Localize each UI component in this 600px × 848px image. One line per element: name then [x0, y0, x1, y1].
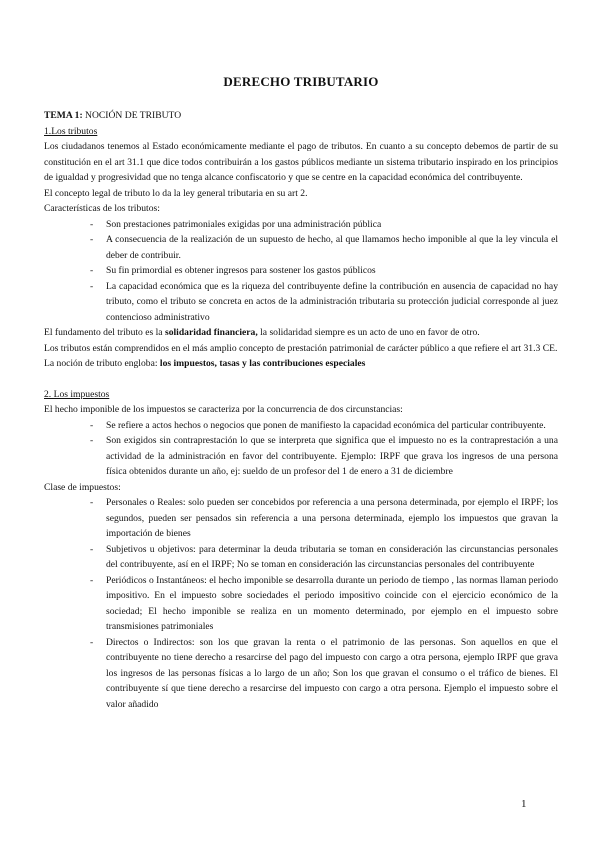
paragraph: El hecho imponible de los impuestos se caracteriza por la concurrencia de dos circunstancias:: [44, 404, 403, 415]
bullet-dash: -: [90, 435, 94, 446]
list-item-text: Personales o Reales: solo pueden ser concebidos por referencia a una persona determinada, por ejemplo el IRPF; los segundos, pueden ser pensados sin referencia a una persona determinada, ejemplo los impuestos que gravan la importación de bienes: [106, 497, 558, 539]
paragraph: El concepto legal de tributo lo da la ley general tributaria en su art 2.: [44, 187, 308, 199]
tema-label: TEMA 1:: [44, 110, 83, 121]
list-item-text: Se refiere a actos hechos o negocios que ponen de manifiesto la capacidad económica del particular contribuyente.: [106, 419, 546, 431]
list-item: [44, 232, 558, 263]
list-item: [44, 573, 558, 635]
paragraph: [44, 356, 558, 372]
paragraph: Los ciudadanos tenemos al Estado económicamente mediante el pago de tributos. En cuanto a su concepto debemos de partir de su constitución en el art 31.1 que dice todos contribuirán a los gastos públicos mediante un sistema tributario inspirado en los principios de igualdad y progresividad que no tenga alcance confiscatorio y que se centre en la capacidad económica del contribuyente.: [44, 141, 558, 183]
bullet-list: [44, 495, 558, 712]
bold-text: solidaridad financiera,: [164, 327, 258, 338]
list-item-text: La capacidad económica que es la riqueza del contribuyente define la contribución en ausencia de capacidad no hay tributo, como el tributo se concreta en actos de la administración tributaria su protección judicial corresponde al juez contencioso administrativo: [106, 280, 558, 323]
paragraph: Los tributos están comprendidos en el más amplio concepto de prestación patrimonial de carácter público a que refiere el art 31.3 CE.: [44, 342, 558, 354]
list-item: [44, 263, 558, 279]
bullet-dash: -: [90, 280, 94, 292]
document-body: [44, 108, 558, 712]
paragraph: Características de los tributos:: [44, 203, 160, 214]
list-item: [44, 635, 558, 713]
list-item: [44, 495, 558, 542]
bullet-dash: -: [90, 636, 94, 648]
text-run: La noción de tributo engloba:: [44, 358, 160, 369]
list-item: [44, 217, 558, 233]
text-run: El fundamento del tributo es la: [44, 327, 165, 338]
list-item-text: Su fin primordial es obtener ingresos para sostener los gastos públicos: [106, 265, 376, 276]
list-item-text: A consecuencia de la realización de un supuesto de hecho, al que llamamos hecho imponible al que la ley vincula el deber de contribuir.: [106, 234, 558, 261]
bullet-dash: -: [90, 419, 94, 431]
bullet-dash: -: [90, 497, 94, 508]
bullet-dash: -: [90, 574, 94, 586]
page-number: 1: [521, 798, 527, 810]
bullet-list: [44, 418, 558, 480]
text-run: la solidaridad siempre es un acto de uno en favor de otro.: [257, 327, 480, 338]
bullet-dash: -: [90, 234, 94, 245]
bold-text: los impuestos, tasas y las contribuciones especiales: [159, 358, 366, 369]
bullet-list: [44, 217, 558, 326]
bullet-dash: -: [90, 265, 94, 276]
list-item: [44, 542, 558, 573]
list-item-text: Periódicos o Instantáneos: el hecho imponible se desarrolla durante un periodo de tiempo , las normas llaman periodo impositivo. En el impuesto sobre sociedades el periodo impositivo coincide con el ejercicio económico de la sociedad; El hecho imponible se realiza en un momento determinado, por ejemplo en el impuesto sobre transmisiones patrimoniales: [106, 574, 558, 632]
paragraph: [44, 325, 558, 341]
tema-title: NOCIÓN DE TRIBUTO: [82, 110, 182, 121]
spacer: [44, 372, 558, 387]
section-1-title: 1.Los tributos: [44, 125, 98, 137]
bullet-dash: -: [90, 543, 94, 555]
document-title: DERECHO TRIBUTARIO: [223, 74, 379, 89]
list-item-text: Son prestaciones patrimoniales exigidas por una administración pública: [106, 218, 382, 230]
list-item: [44, 279, 558, 326]
tema-heading: [44, 108, 558, 124]
bullet-dash: -: [90, 218, 94, 230]
paragraph: Clase de impuestos:: [44, 481, 121, 493]
list-item-text: Directos o Indirectos: son los que gravan la renta o el patrimonio de las personas. Son aquellos en que el contribuyente no tiene derecho a resarcirse del pago del impuesto con cargo a otra persona, ejemplo IRPF que grava los ingresos de las personas físicas a lo largo de un año; Son los que gravan el consumo o el tráfico de bienes. El contribuyente sí que tiene derecho a resarcirse del impuesto con cargo a otra persona. Ejemplo el impuesto sobre el valor añadido: [106, 636, 558, 710]
section-2-title: 2. Los impuestos: [44, 388, 110, 400]
list-item-text: Subjetivos u objetivos: para determinar la deuda tributaria se toman en consideración las circunstancias personales del contribuyente, así en el IRPF; No se toman en consideración las circunstancias personales del contribuyente: [106, 543, 558, 570]
list-item: [44, 433, 558, 480]
list-item-text: Son exigidos sin contraprestación lo que se interpreta que significa que el impuesto no es la contraprestación a una actividad de la administración en favor del contribuyente. Ejemplo: IRPF que grava los ingresos de una persona física obtenidos durante un año, ej: sueldo de un profesor del 1 de enero a 31 de diciembre: [106, 435, 558, 477]
list-item: [44, 418, 558, 434]
